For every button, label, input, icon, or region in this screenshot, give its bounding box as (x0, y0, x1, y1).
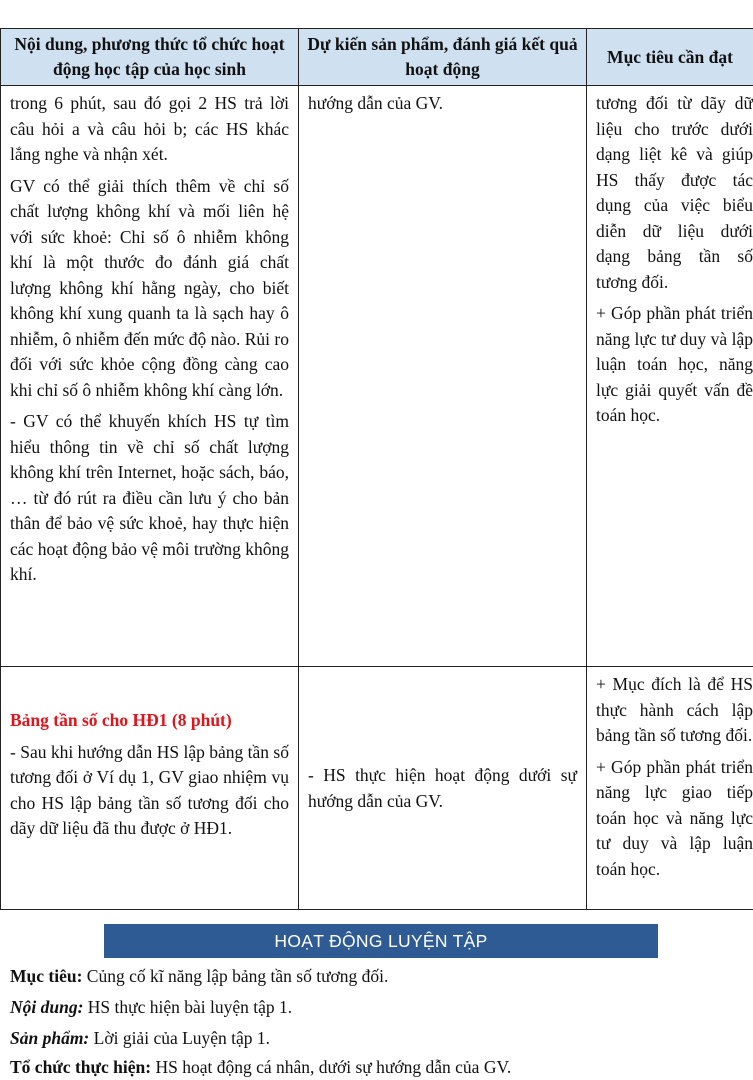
lesson-table (0, 28, 753, 910)
product-line (10, 1026, 270, 1050)
content-line (10, 995, 292, 1019)
row1-paragraph: trong 6 phút, sau đó gọi 2 HS trả lời câu hỏi a và câu hỏi b; các HS khác lắng nghe và nhận xét. (10, 93, 289, 164)
row1-product-text: hướng dẫn của GV. (308, 93, 444, 113)
table-row (1, 667, 753, 910)
product-label: Sản phẩm: (10, 1028, 90, 1048)
table-header-row (1, 29, 753, 86)
row2-content-cell (1, 667, 299, 910)
header-content: Nội dung, phương thức tổ chức hoạt động học tập của học sinh (1, 29, 299, 86)
organization-text: HS hoạt động cá nhân, dưới sự hướng dẫn của GV. (151, 1057, 512, 1077)
header-goal: Mục tiêu cần đạt (587, 29, 753, 86)
table-row (1, 86, 753, 667)
content-text: HS thực hiện bài luyện tập 1. (83, 997, 293, 1017)
header-product: Dự kiến sản phẩm, đánh giá kết quả hoạt động (299, 29, 587, 86)
row1-product-cell (299, 86, 587, 667)
row1-content-cell (1, 86, 299, 667)
row2-product-text: - HS thực hiện hoạt động dưới sự hướng dẫn của GV. (308, 765, 577, 811)
row1-goal-paragraph: tương đối từ dãy dữ liệu cho trước dưới dạng liệt kê và giúp HS thấy được tác dụng của việc biểu diễn dữ liệu dưới dạng bảng tần số tương đối. (596, 93, 753, 292)
row2-goal-paragraph: + Mục đích là để HS thực hành cách lập bảng tần số tương đối. (596, 674, 753, 745)
objective-text: Củng cố kĩ năng lập bảng tần số tương đối. (82, 966, 389, 986)
section-banner: HOẠT ĐỘNG LUYỆN TẬP (104, 924, 658, 958)
row1-goal-paragraph: + Góp phần phát triển năng lực tư duy và lập luận toán học, năng lực giải quyết vấn đề toán học. (596, 303, 753, 425)
organization-line (10, 1055, 511, 1079)
objective-line (10, 964, 388, 988)
content-label: Nội dung: (10, 997, 84, 1017)
objective-label: Mục tiêu: (10, 966, 83, 986)
row2-goal-paragraph: + Góp phần phát triển năng lực giao tiếp toán học và năng lực tư duy và lập luận toán học. (596, 756, 753, 879)
row1-paragraph: - GV có thể khuyến khích HS tự tìm hiểu thông tin về chỉ số chất lượng không khí trên Internet, hoặc sách, báo, … từ đó rút ra điều cần lưu ý cho bản thân để bảo vệ sức khoẻ, hay thực hiện các hoạt động bảo vệ môi trường không khí. (10, 411, 289, 584)
row1-paragraph: GV có thể giải thích thêm về chỉ số chất lượng không khí và mối liên hệ với sức khoẻ: Chỉ số ô nhiễm không khí là một thước đo đánh giá chất lượng không khí hằng ngày, cho biết không khí xung quanh ta là sạch hay ô nhiễm, ô nhiễm đến mức độ nào. Rủi ro đối với sức khỏe cộng đồng càng cao khi chỉ số ô nhiễm không khí càng lớn. (10, 175, 289, 400)
section-title: Bảng tần số cho HĐ1 (8 phút) (10, 710, 232, 730)
product-text: Lời giải của Luyện tập 1. (89, 1028, 271, 1048)
row2-goal-cell (587, 667, 753, 910)
row2-paragraph: - Sau khi hướng dẫn HS lập bảng tần số tương đối ở Ví dụ 1, GV giao nhiệm vụ cho HS lập bảng tần số tương đối cho dãy dữ liệu đã thu được ở HĐ1. (10, 741, 289, 838)
row2-product-cell (299, 667, 587, 910)
organization-label: Tổ chức thực hiện: (10, 1057, 152, 1077)
row1-goal-cell (587, 86, 753, 667)
